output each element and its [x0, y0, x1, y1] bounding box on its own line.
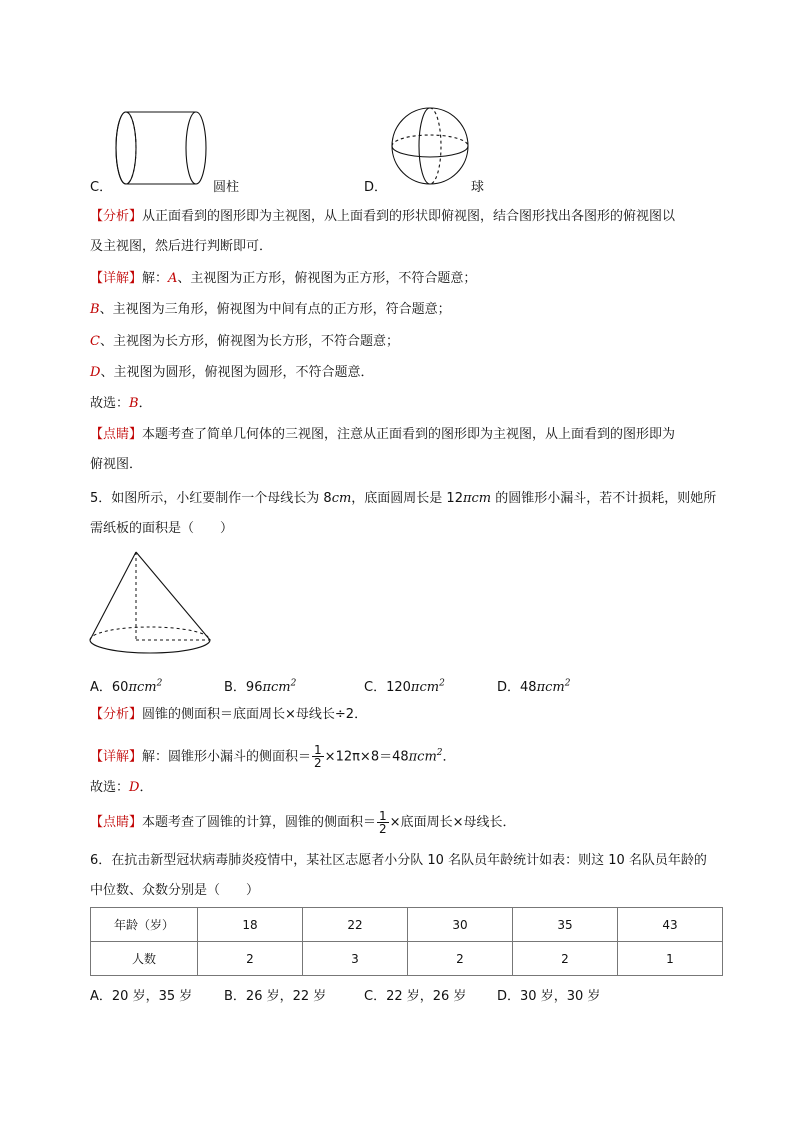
- option-c-label: C．: [90, 180, 113, 195]
- cone-figure: [88, 548, 216, 660]
- option-text: 20 岁，35 岁: [111, 989, 193, 1004]
- option-num: 120: [386, 680, 411, 695]
- option-c-name: 圆柱: [213, 180, 240, 195]
- comment-tag: 【点睛】: [90, 427, 143, 442]
- q5-comment: [90, 808, 515, 838]
- q4-detail-d: [90, 364, 373, 382]
- comment-tag: 【点睛】: [90, 815, 143, 830]
- table-cell: 18: [198, 908, 303, 942]
- option-exp: 2: [156, 678, 163, 689]
- table-header-cell: 人数: [91, 942, 198, 976]
- answer-suffix: ．: [138, 396, 152, 411]
- comment-text-b: ×底面周长×母线长．: [389, 815, 516, 830]
- table-cell: 3: [303, 942, 408, 976]
- q5-stem-line2: 需纸板的面积是（ ）: [90, 521, 234, 536]
- q5-number: 5．: [90, 491, 112, 506]
- answer-prefix: 故选：: [90, 780, 130, 795]
- table-row: [91, 908, 723, 942]
- q6-number: 6．: [90, 853, 112, 868]
- detail-tag: 【详解】: [90, 749, 143, 765]
- detail-tag: 【详解】: [90, 271, 143, 286]
- q4-analysis-line2: 及主视图，然后进行判断即可．: [90, 239, 273, 254]
- detail-text-a: 解：圆锥形小漏斗的侧面积＝: [142, 749, 312, 765]
- fraction-denominator: 2: [314, 756, 322, 771]
- option-label: D．: [497, 989, 521, 1004]
- q6-stem-line2: 中位数、众数分别是（ ）: [90, 883, 260, 898]
- table-cell: 43: [618, 908, 723, 942]
- table-cell: 35: [513, 908, 618, 942]
- detail-text-c: 、主视图为长方形，俯视图为长方形，不符合题意；: [99, 334, 399, 349]
- q6-option-a: [90, 985, 192, 1004]
- q5-option-a: [90, 676, 162, 695]
- q6-stem-line1: [90, 852, 707, 870]
- q5-answer: [90, 779, 152, 797]
- q4-detail-a: [90, 270, 476, 288]
- sphere-figure: [390, 106, 470, 186]
- table-cell: 2: [513, 942, 618, 976]
- cylinder-figure: [112, 110, 212, 190]
- table-cell: 2: [198, 942, 303, 976]
- age-count-table: [90, 907, 723, 976]
- detail-letter-a: A: [168, 271, 178, 286]
- option-label: B．: [224, 989, 246, 1004]
- option-d-label: D．: [364, 180, 388, 195]
- analysis-tag: 【分析】: [90, 209, 143, 224]
- q5-detail: [90, 738, 456, 772]
- option-text: 30 岁，30 岁: [520, 989, 601, 1004]
- q4-comment-line1: [90, 426, 675, 444]
- q4-comment-line2: 俯视图．: [90, 457, 143, 472]
- q5-option-d: [497, 676, 570, 695]
- option-num: 48: [520, 680, 537, 695]
- q5-option-b: [224, 676, 296, 695]
- answer-choice: B: [129, 396, 139, 411]
- answer-suffix: ．: [139, 780, 153, 795]
- detail-text-a: 、主视图为正方形，俯视图为正方形，不符合题意；: [177, 271, 477, 286]
- fraction-numerator: 1: [379, 809, 387, 823]
- q6-option-b: [224, 985, 326, 1004]
- q5-pi-cm: πcm: [462, 491, 492, 506]
- detail-text-b: 、主视图为三角形，俯视图为中间有点的正方形，符合题意；: [99, 302, 451, 317]
- answer-prefix: 故选：: [90, 396, 130, 411]
- q4-analysis-line1: [90, 208, 675, 226]
- option-label: C．: [364, 989, 387, 1004]
- detail-exp: 2: [436, 748, 443, 758]
- detail-letter-b: B: [90, 302, 100, 317]
- q5-text-a: 如图所示，小红要制作一个母线长为 8: [111, 491, 332, 506]
- table-cell: 2: [408, 942, 513, 976]
- option-exp: 2: [564, 678, 571, 689]
- q5-text-b: ，底面圆周长是 12: [351, 491, 463, 506]
- detail-unit: πcm: [408, 749, 437, 765]
- option-text: 26 岁，22 岁: [245, 989, 327, 1004]
- option-d-name: 球: [471, 180, 485, 195]
- option-label: A．: [90, 989, 112, 1004]
- comment-text-a: 本题考查了圆锥的计算，圆锥的侧面积＝: [142, 815, 377, 830]
- analysis-tag: 【分析】: [90, 707, 143, 722]
- q4-detail-c: [90, 333, 399, 351]
- option-text: 22 岁，26 岁: [386, 989, 467, 1004]
- table-cell: 1: [618, 942, 723, 976]
- analysis-text: 圆锥的侧面积＝底面周长×母线长÷2．: [142, 707, 368, 722]
- option-unit: πcm: [536, 680, 565, 695]
- q6-option-d: [497, 985, 600, 1004]
- fraction-denominator: 2: [379, 822, 387, 836]
- option-num: 96: [245, 680, 263, 695]
- detail-end: ．: [442, 749, 456, 765]
- q6-option-c: [364, 985, 466, 1004]
- q5-stem-line1: [90, 490, 716, 508]
- detail-letter-d: D: [90, 365, 101, 380]
- detail-prefix: 解：: [142, 271, 169, 286]
- table-header-cell: 年龄（岁）: [91, 908, 198, 942]
- table-cell: 22: [303, 908, 408, 942]
- option-label: B．: [224, 680, 246, 695]
- answer-choice: D: [129, 780, 140, 795]
- analysis-text: 从正面看到的图形即为主视图，从上面看到的形状即俯视图，结合图形找出各图形的俯视图以: [142, 209, 676, 224]
- option-label: D．: [497, 680, 521, 695]
- q5-unit-cm: cm: [331, 491, 352, 506]
- q4-detail-b: [90, 301, 451, 319]
- option-label: C．: [364, 680, 387, 695]
- option-unit: πcm: [262, 680, 291, 695]
- comment-text: 本题考查了简单几何体的三视图，注意从正面看到的图形即为主视图，从上面看到的图形即为: [142, 427, 676, 442]
- detail-letter-c: C: [90, 334, 100, 349]
- fraction-numerator: 1: [314, 743, 322, 758]
- detail-text-d: 、主视图为圆形，俯视图为圆形，不符合题意．: [100, 365, 374, 380]
- q5-analysis: [90, 706, 367, 724]
- table-cell: 30: [408, 908, 513, 942]
- fraction-half: [312, 744, 324, 769]
- table-row: [91, 942, 723, 976]
- option-exp: 2: [290, 678, 297, 689]
- option-num: 60: [111, 680, 129, 695]
- q5-option-c: [364, 676, 445, 695]
- fraction-half: [377, 810, 389, 835]
- q5-text-c: 的圆锥形小漏斗，若不计损耗，则她所: [491, 491, 717, 506]
- option-unit: πcm: [128, 680, 157, 695]
- option-exp: 2: [439, 678, 445, 689]
- q4-answer: [90, 395, 152, 413]
- option-unit: πcm: [410, 680, 440, 695]
- q6-text: 在抗击新型冠状病毒肺炎疫情中，某社区志愿者小分队 10 名队员年龄统计如表：则这 10 名队员年龄的: [111, 853, 707, 868]
- option-label: A．: [90, 680, 112, 695]
- detail-text-b: ×12π×8＝48: [324, 749, 409, 765]
